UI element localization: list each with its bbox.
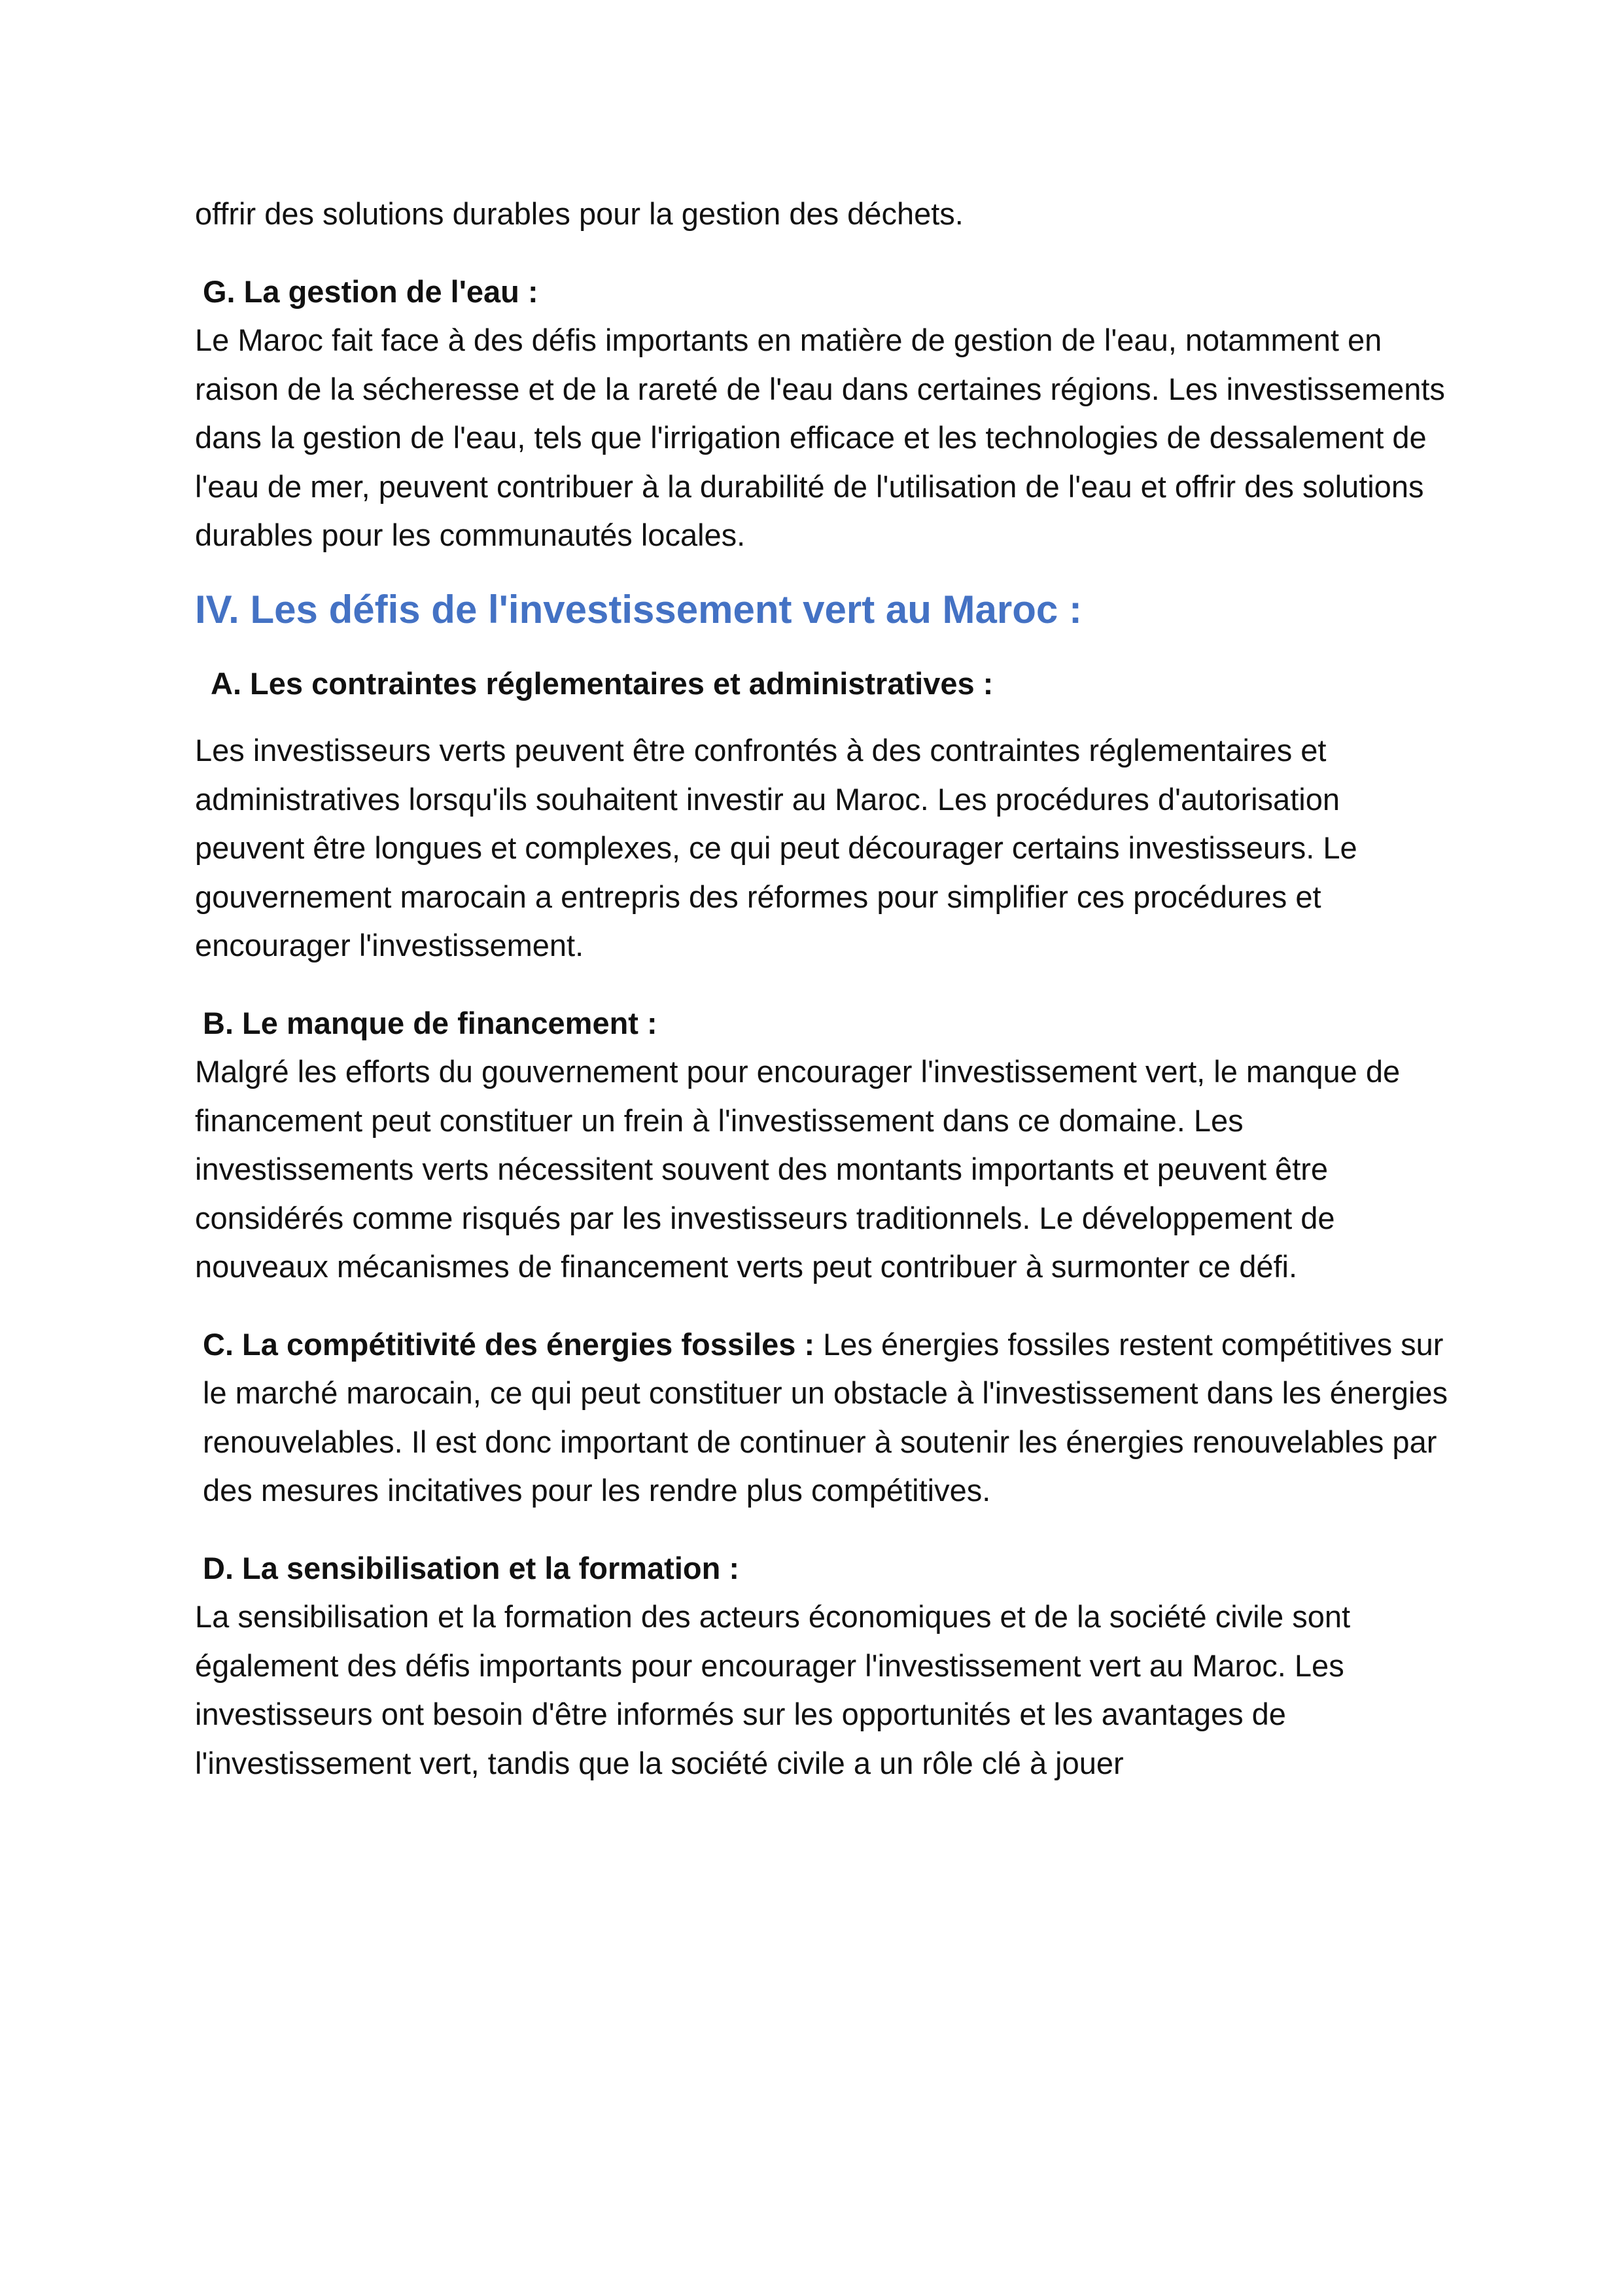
section-iv-c-body: Les énergies fossiles restent compétitives sur le marché marocain, ce qui peut constituer un obstacle à l'investissement dans les énergies renouvelables. Il est donc important de continuer à soutenir les énergies renouvelables par des mesures incitatives pour les rendre plus compétitives. [203,1326,1448,1508]
section-iv-b-heading: B. Le manque de financement : [203,1005,657,1040]
section-iv-c-heading: C. La compétitivité des énergies fossiles : [203,1326,815,1362]
section-iv-d [195,1544,1451,1788]
spacer [195,239,1451,268]
section-g [195,268,1451,560]
section-iv-d-body: La sensibilisation et la formation des acteurs économiques et de la société civile sont également des défis importants pour encourager l'investissement vert au Maroc. Les investisseurs ont besoin d'être informés sur les opportunités et les avantages de l'investissement vert, tandis que la société civile a un rôle clé à jouer [195,1599,1351,1780]
section-iv-a [195,660,1451,970]
section-iv-c [195,1320,1451,1515]
spacer [195,708,1451,726]
spacer [195,970,1451,999]
section-iv-b [195,999,1451,1292]
spacer [195,1515,1451,1544]
section-iv-title: IV. Les défis de l'investissement vert au Maroc : [195,587,1082,631]
section-iv-a-heading: A. Les contraintes réglementaires et administratives : [211,665,994,701]
spacer [195,636,1451,660]
section-iv-d-heading: D. La sensibilisation et la formation : [203,1550,740,1585]
spacer [195,1292,1451,1320]
continuation-paragraph: offrir des solutions durables pour la gestion des déchets. [195,196,964,231]
spacer [195,560,1451,584]
section-iv-b-body: Malgré les efforts du gouvernement pour encourager l'investissement vert, le manque de financement peut constituer un frein à l'investissement dans ce domaine. Les investissements verts nécessitent souvent des montants importants et peuvent être considérés comme risqués par les investisseurs traditionnels. Le développement de nouveaux mécanismes de financement verts peut contribuer à surmonter ce défi. [195,1054,1401,1284]
page-content [195,190,1451,1788]
section-g-body: Le Maroc fait face à des défis importants en matière de gestion de l'eau, notamment en raison de la sécheresse et de la rareté de l'eau dans certaines régions. Les investissements dans la gestion de l'eau, tels que l'irrigation efficace et les technologies de dessalement de l'eau de mer, peuvent contribuer à la durabilité de l'utilisation de l'eau et offrir des solutions durables pour les communautés locales. [195,323,1445,552]
section-iv-a-body: Les investisseurs verts peuvent être confrontés à des contraintes réglementaires et administratives lorsqu'ils souhaitent investir au Maroc. Les procédures d'autorisation peuvent être longues et complexes, ce qui peut décourager certains investisseurs. Le gouvernement marocain a entrepris des réformes pour simplifier ces procédures et encourager l'investissement. [195,733,1357,963]
section-g-heading: G. La gestion de l'eau : [203,274,538,309]
